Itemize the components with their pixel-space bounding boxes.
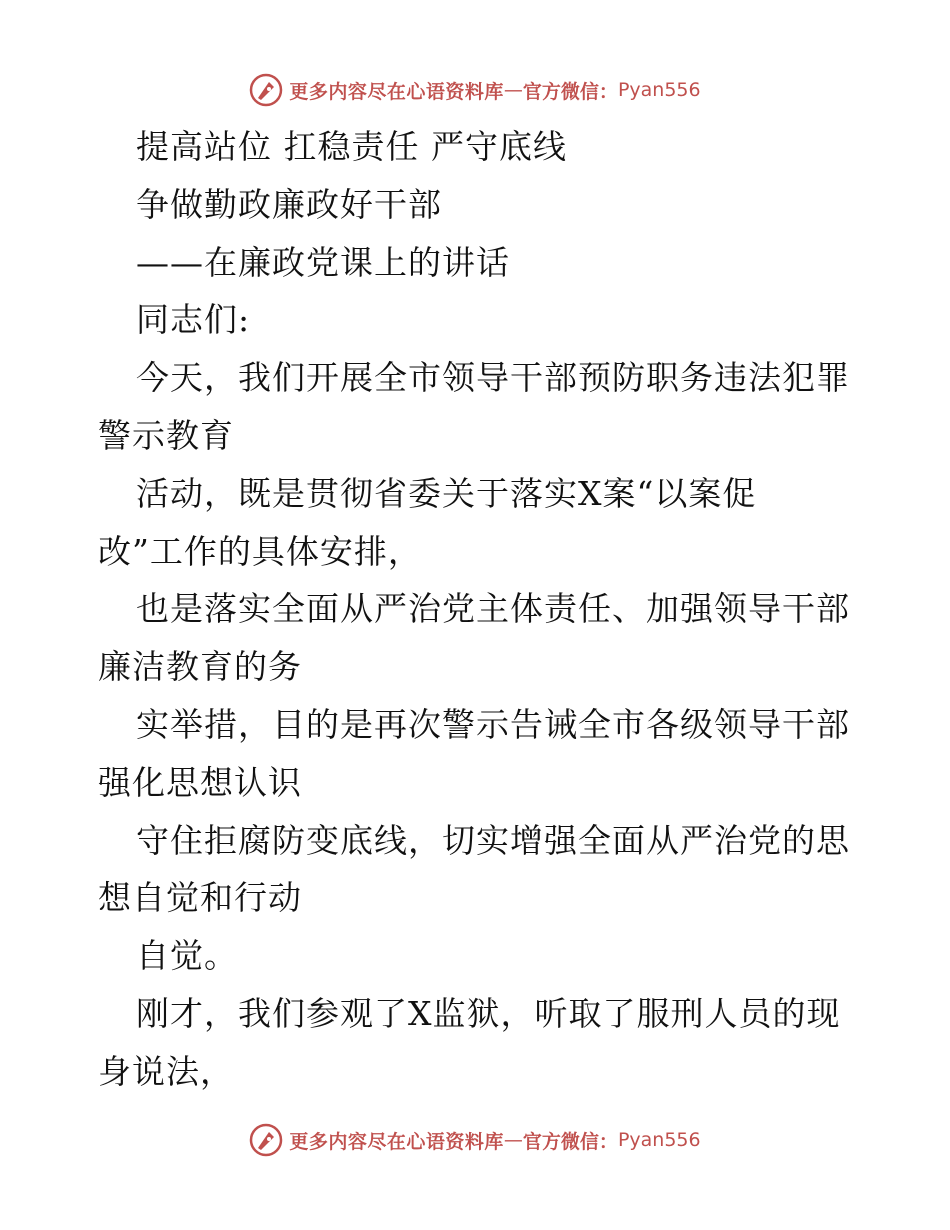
paragraph-line: 改”工作的具体安排， — [98, 531, 422, 571]
paragraph-line: 今天，我们开展全市领导干部预防职务违法犯罪 — [136, 358, 850, 398]
title-line-1: 提高站位 扛稳责任 严守底线 — [136, 127, 567, 166]
paragraph-line: 警示教育 — [98, 415, 234, 455]
banner-text: 更多内容尽在心语资料库 — [289, 1130, 504, 1153]
pen-nib-logo-icon — [249, 1123, 283, 1157]
banner-dash: — — [503, 1129, 523, 1151]
banner-wechat-id: Pyan556 — [617, 1129, 701, 1151]
paragraph-line: 强化思想认识 — [98, 762, 302, 802]
banner-dash: — — [503, 79, 523, 101]
salutation: 同志们: — [136, 300, 251, 340]
paragraph-line: 实举措，目的是再次警示告诫全市各级领导干部 — [136, 704, 850, 744]
paragraph-line: 自觉。 — [136, 936, 238, 976]
banner-wechat-id: Pyan556 — [617, 79, 701, 101]
banner-wechat-label: 官方微信： — [522, 80, 618, 103]
document-body — [98, 118, 858, 1101]
pen-nib-logo-icon — [249, 73, 283, 107]
paragraph-line: 想自觉和行动 — [98, 878, 302, 918]
paragraph-line: 身说法， — [98, 1051, 234, 1091]
subtitle-line: ——在廉政党课上的讲话 — [136, 242, 510, 282]
paragraph-line: 守住拒腐防变底线，切实增强全面从严治党的思 — [136, 820, 850, 860]
header-watermark-banner — [0, 70, 950, 110]
title-line-2: 争做勤政廉政好干部 — [136, 184, 442, 224]
paragraph-line: 也是落实全面从严治党主体责任、加强领导干部 — [136, 589, 850, 629]
footer-watermark-banner — [0, 1120, 950, 1160]
paragraph-line: 活动，既是贯彻省委关于落实X案“以案促 — [136, 473, 757, 513]
banner-text: 更多内容尽在心语资料库 — [289, 80, 504, 103]
paragraph-line: 廉洁教育的务 — [98, 647, 302, 687]
paragraph-line: 刚才，我们参观了X监狱，听取了服刑人员的现 — [136, 993, 841, 1033]
banner-wechat-label: 官方微信： — [522, 1130, 618, 1153]
